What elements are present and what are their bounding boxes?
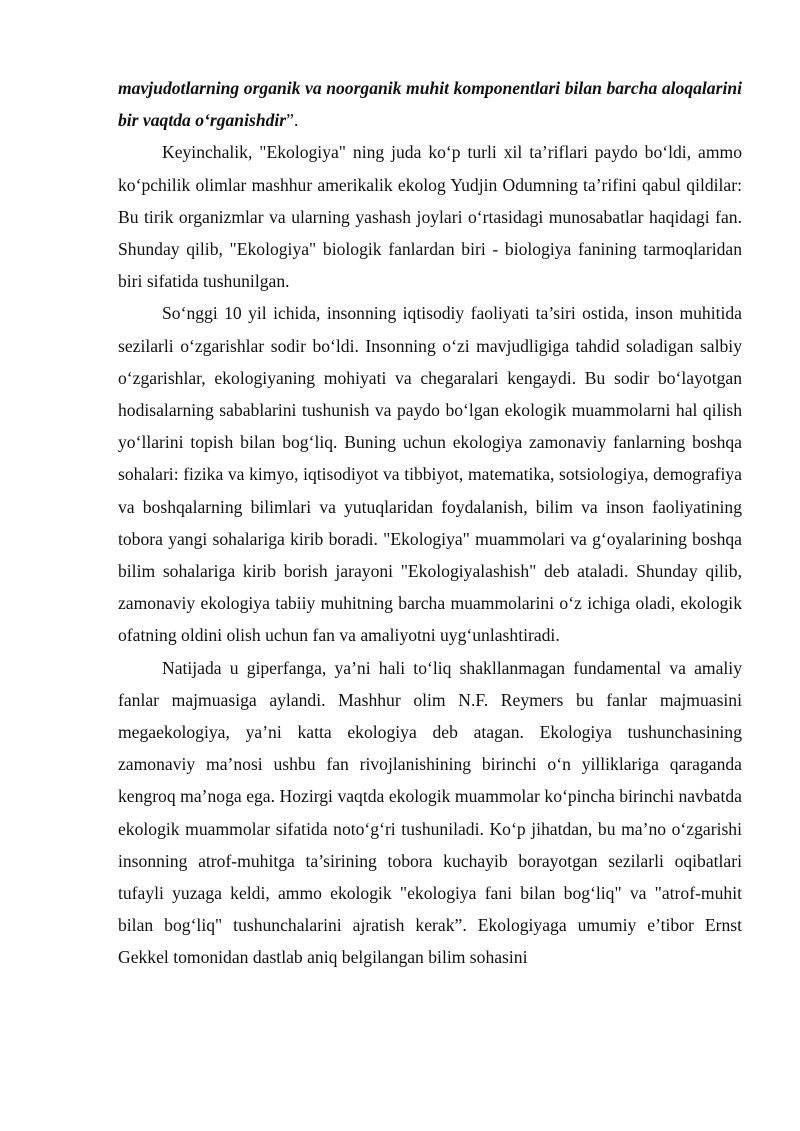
document-page: [118, 72, 742, 974]
definition-closing-punctuation: ”.: [286, 110, 299, 131]
paragraph-ecologization: So‘nggi 10 yil ichida, insonning iqtisodiy faoliyati ta’siri ostida, inson muhitida sezilarli o‘zgarishlar sodir bo‘ldi. Insonning o‘zi mavjudligiga tahdid soladigan salbiy o‘zgarishlar, ekologiyaning mohiyati va chegaralari kengaydi. Bu sodir bo‘layotgan hodisalarning sabablarini tushunish va paydo bo‘lgan ekologik muammolarni hal qilish yo‘llarini topish bilan bog‘liq. Buning uchun ekologiya zamonaviy fanlarning boshqa sohalari: fizika va kimyo, iqtisodiyot va tibbiyot, matematika, sotsiologiya, demografiya va boshqalarning bilimlari va yutuqlaridan foydalanish, bilim va inson faoliyatining tobora yangi sohalariga kirib boradi. "Ekologiya" muammolari va g‘oyalarining boshqa bilim sohalariga kirib borish jarayoni "Ekologiyalashish" deb ataladi. Shunday qilib, zamonaviy ekologiya tabiiy muhitning barcha muammolarini o‘z ichiga oladi, ekologik ofatning oldini olish uchun fan va amaliyotni uyg‘unlashtiradi.: [118, 303, 742, 646]
paragraph-definition-end: [118, 72, 742, 136]
paragraph-megaecology: Natijada u giperfanga, ya’ni hali to‘liq shakllanmagan fundamental va amaliy fanlar majmuasiga aylandi. Mashhur olim N.F. Reymers bu fanlar majmuasini megaekologiya, ya’ni katta ekologiya deb atagan. Ekologiya tushunchasining zamonaviy ma’nosi ushbu fan rivojlanishining birinchi o‘n yilliklariga qaraganda kengroq ma’noga ega. Hozirgi vaqtda ekologik muammolar ko‘pincha birinchi navbatda ekologik muammolar sifatida noto‘g‘ri tushuniladi. Ko‘p jihatdan, bu ma’no o‘zgarishi insonning atrof-muhitga ta’sirining tobora kuchayib borayotgan sezilarli oqibatlari tufayli yuzaga keldi, ammo ekologik "ekologiya fani bilan bog‘liq" va "atrof-muhit bilan bog‘liq" tushunchalarini ajratish kerak”. Ekologiyaga umumiy e’tibor Ernst Gekkel tomonidan dastlab aniq belgilangan bilim sohasini: [118, 657, 742, 968]
paragraph-odum-definition: Keyinchalik, "Ekologiya" ning juda ko‘p turli xil ta’riflari paydo bo‘ldi, ammo ko‘pchilik olimlar mashhur amerikalik ekolog Yudjin Odumning ta’rifini qabul qildilar: Bu tirik organizmlar va ularning yashash joylari o‘rtasidagi munosabatlar haqidagi fan. Shunday qilib, "Ekologiya" biologik fanlardan biri - biologiya fanining tarmoqlaridan biri sifatida tushunilgan.: [118, 142, 742, 292]
emphasized-definition-text: mavjudotlarning organik va noorganik muhit komponentlari bilan barcha aloqalarini bir vaqtda o‘rganishdir: [118, 78, 742, 131]
